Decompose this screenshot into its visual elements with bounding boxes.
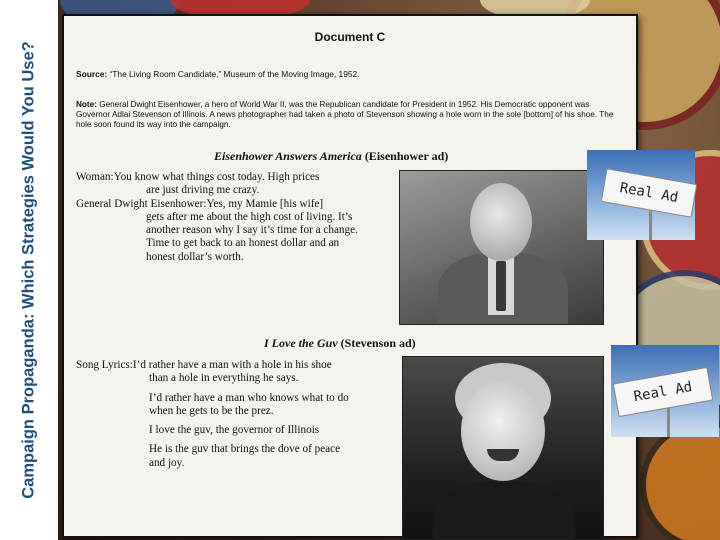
speaker-woman: Woman: [76,171,114,183]
lyric-line: and joy. [149,456,185,469]
eisenhower-photo [399,170,604,325]
eisenhower-ad-title [214,149,448,164]
lyric-line: He is the guv that brings the dove of peace [149,443,341,456]
lyric-line: I’d rather have a man who knows what to do [149,391,349,404]
ad-title-text: Eisenhower Answers America [214,149,362,163]
stevenson-ad-photo [402,356,604,540]
transcript-text: Yes, my Mamie [his wife] [206,197,324,210]
title-strip [0,0,58,540]
transcript-line: Time to get back to an honest dollar and an [146,237,340,250]
lyric-text: I’d rather have a man with a hole in his shoe [132,359,332,371]
sign-board: Real Ad [613,367,713,417]
ad-title-text: I Love the Guv [264,336,338,350]
transcript-line: honest dollar’s worth. [146,250,244,263]
source-line [76,69,624,79]
lyric-line [76,359,406,372]
real-ad-sign [611,345,719,437]
note-paragraph [76,100,624,130]
source-text: “The Living Room Candidate,” Museum of the Moving Image, 1952. [107,69,360,79]
slide-title: Campaign Propaganda: Which Strategies Would You Use? [19,41,38,499]
lyric-line: I love the guv, the governor of Illinois [149,424,320,437]
transcript-line: gets after me about the high cost of living. It’s [146,210,353,223]
document-heading: Document C [314,30,386,44]
note-text: General Dwight Eisenhower, a hero of World War II, was the Republican candidate for President in 1952. His Democratic opponent was Governor Adlai Stevenson of Illinois. A news photographer had taken a photo of Stevenson showing a hole worn in the sole [bottom] of his shoe. The hole soon found its way into the campaign. [76,100,614,129]
ad-subtitle: (Stevenson ad) [337,336,416,350]
stevenson-song-lyrics [76,359,406,470]
ad-subtitle: (Eisenhower ad) [361,149,449,163]
sign-board: Real Ad [601,168,698,217]
transcript-line [76,198,394,211]
real-ad-sign [587,150,695,240]
transcript-line: are just driving me crazy. [146,184,260,197]
lyrics-label: Song Lyrics: [76,359,133,371]
transcript-text: You know what things cost today. High prices [113,171,320,183]
source-label: Source: [76,69,108,79]
transcript-line: another reason why I say it’s time for a change. [146,224,358,237]
stevenson-ad-title [264,336,416,351]
lyric-line: when he gets to be the prez. [149,404,274,417]
document-page [62,14,638,538]
campaign-button-decoration [640,420,720,540]
speaker-eisenhower: General Dwight Eisenhower: [76,197,207,210]
sign-pole [667,407,670,437]
lyric-line: than a hole in everything he says. [149,372,299,385]
sign-pole [649,208,652,240]
eisenhower-ad-transcript [76,171,394,264]
transcript-line [76,171,394,184]
note-label: Note: [76,100,97,109]
